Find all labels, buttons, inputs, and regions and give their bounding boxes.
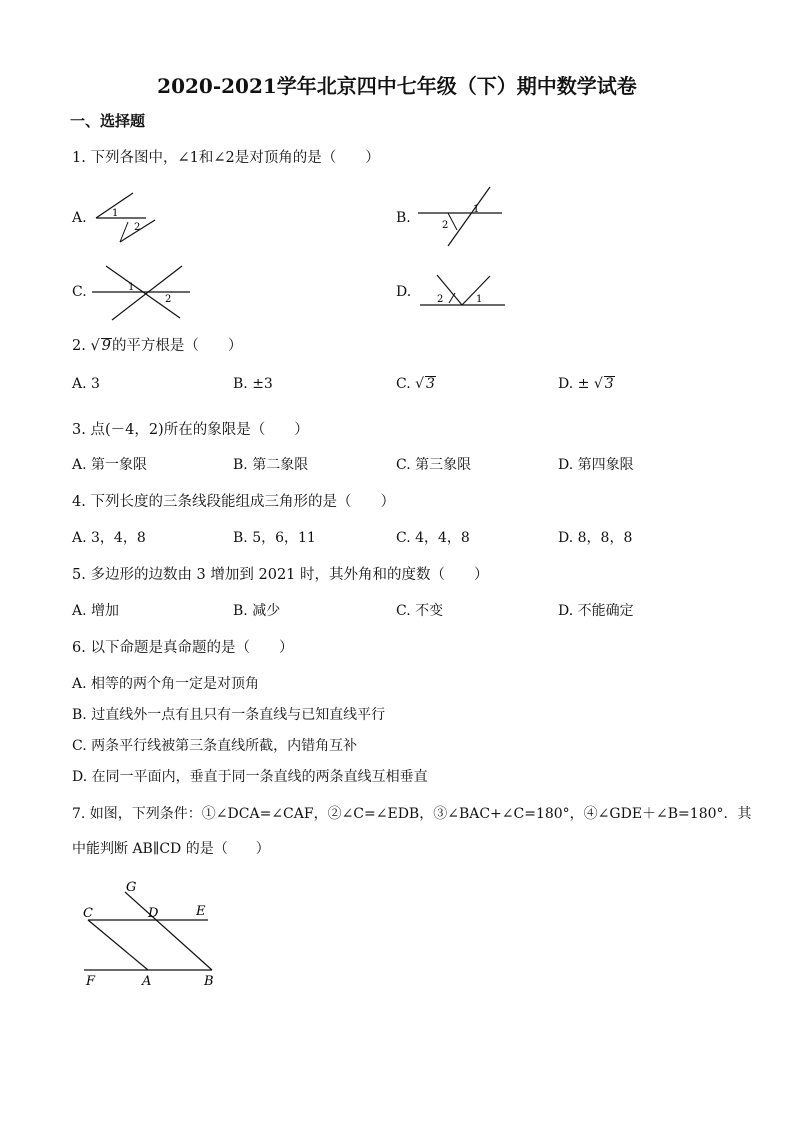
q1-d-angle-2: 2: [437, 294, 444, 305]
q6-option-c: C. 两条平行线被第三条直线所截，内错角互补: [72, 738, 358, 754]
q1-option-c-label: C.: [72, 284, 87, 300]
question-3-stem: 3. 点(－4，2)所在的象限是（ ）: [72, 422, 309, 438]
q3-option-a: A. 第一象限: [72, 457, 148, 473]
page-title: 2020-2021学年北京四中七年级（下）期中数学试卷: [157, 74, 637, 98]
q4-option-c: C. 4，4，8: [396, 530, 470, 546]
q5-option-c: C. 不变: [396, 603, 444, 619]
question-1-stem: 1. 下列各图中，∠1和∠2是对顶角的是（ ）: [72, 150, 380, 166]
section-heading: 一、选择题: [70, 112, 146, 130]
q1-b-angle-2: 2: [442, 220, 449, 231]
question-2-stem: 2. √ 9的平方根是（ ）: [72, 338, 243, 354]
q1-option-a-label: A.: [72, 210, 87, 226]
q4-option-d: D. 8，8，8: [558, 530, 633, 546]
q7-point-e: E: [196, 904, 206, 919]
q3-option-b: B. 第二象限: [233, 457, 309, 473]
q1-a-angle-2: 2: [134, 222, 141, 233]
q7-point-f: F: [86, 974, 96, 989]
q4-option-a: A. 3，4，8: [72, 530, 146, 546]
q6-option-d: D. 在同一平面内，垂直于同一条直线的两条直线互相垂直: [72, 769, 428, 785]
q3-option-d: D. 第四象限: [558, 457, 634, 473]
q7-point-c: C: [83, 906, 93, 921]
q2-option-c: C. √ 3: [396, 376, 435, 392]
q4-option-b: B. 5，6，11: [233, 530, 316, 546]
question-7-stem-line2: 中能判断 AB∥CD 的是（ ）: [72, 841, 270, 857]
q7-point-d: D: [148, 906, 159, 921]
q7-point-a: A: [142, 974, 152, 989]
q5-option-d: D. 不能确定: [558, 603, 634, 619]
question-4-stem: 4. 下列长度的三条线段能组成三角形的是（ ）: [72, 494, 395, 510]
q1-a-angle-1: 1: [112, 208, 119, 219]
q1-option-b-label: B.: [396, 210, 411, 226]
q2-option-d: D. ± √ 3: [558, 376, 614, 392]
q7-point-g: G: [126, 880, 137, 895]
question-7-stem-line1: 7. 如图，下列条件：①∠DCA=∠CAF，②∠C=∠EDB，③∠BAC+∠C=180°，④∠GDE＋∠B=180°．其: [72, 806, 752, 822]
q6-option-b: B. 过直线外一点有且只有一条直线与已知直线平行: [72, 707, 386, 723]
q2-option-a: A. 3: [72, 376, 100, 392]
question-5-stem: 5. 多边形的边数由 3 增加到 2021 时，其外角和的度数（ ）: [72, 567, 489, 583]
question-6-stem: 6. 以下命题是真命题的是（ ）: [72, 640, 294, 656]
q3-option-c: C. 第三象限: [396, 457, 472, 473]
q1-d-angle-1: 1: [476, 294, 483, 305]
q7-point-b: B: [204, 974, 214, 989]
q5-option-b: B. 减少: [233, 603, 281, 619]
q2-radicand: 9: [101, 338, 111, 354]
q1-c-angle-2: 2: [165, 294, 172, 305]
q6-option-a: A. 相等的两个角一定是对顶角: [72, 676, 260, 692]
q5-option-a: A. 增加: [72, 603, 120, 619]
q2-option-b: B. ±3: [233, 376, 273, 392]
q1-b-angle-1: 1: [473, 204, 480, 215]
q1-c-angle-1: 1: [128, 282, 135, 293]
q1-option-d-label: D.: [396, 284, 412, 300]
